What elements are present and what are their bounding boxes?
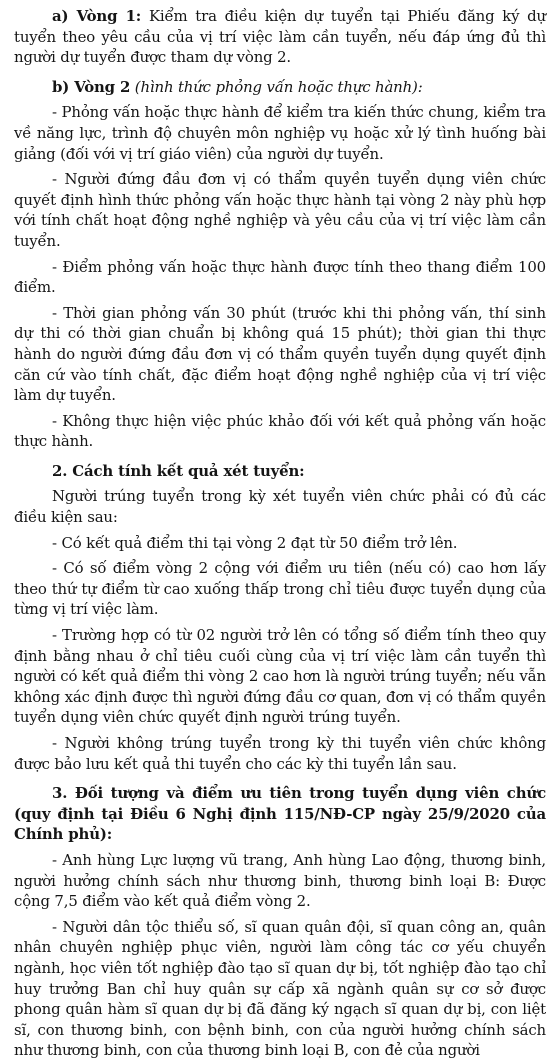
section-2-title: 2. Cách tính kết quả xét tuyển: [52,461,305,480]
round-2-item: - Phỏng vấn hoặc thực hành để kiểm tra kiến thức chung, kiểm tra về năng lực, trình độ chuyên môn nghiệp vụ hoặc xử lý tình huống bài giảng (đối với vị trí giáo viên) của người dự tuyển. [14,103,546,163]
section-2-intro: Người trúng tuyển trong kỳ xét tuyển viên chức phải có đủ các điều kiện sau: [14,487,546,527]
section-3-item: - Anh hùng Lực lượng vũ trang, Anh hùng Lao động, thương binh, người hưởng chính sách như thương binh, thương binh loại B: Được cộng 7,5 điểm vào kết quả điểm vòng 2. [14,850,546,911]
round-2-item: - Người đứng đầu đơn vị có thẩm quyền tuyển dụng viên chức quyết định hình thức phỏng vấn hoặc thực hành tại vòng 2 này phù hợp với tính chất hoạt động nghề nghiệp và yêu cầu của vị trí việc làm cần tuyển. [14,170,546,250]
section-2-item: - Trường hợp có từ 02 người trở lên có tổng số điểm tính theo quy định bằng nhau ở chỉ tiêu cuối cùng của vị trí việc làm cần tuyển thì người có kết quả điểm thi vòng 2 cao hơn là người trúng tuyển; nếu vẫn không xác định được thì người đứng đầu cơ quan, đơn vị có thẩm quyền tuyển dụng viên chức quyết định người trúng tuyển. [14,626,546,727]
section-2-item: - Có số điểm vòng 2 cộng với điểm ưu tiên (nếu có) cao hơn lấy theo thứ tự điểm từ cao xuống thấp trong chỉ tiêu được tuyển dụng của từng vị trí việc làm. [14,559,546,619]
round-2-label: b) Vòng 2 [52,77,131,96]
round-2-item: - Không thực hiện việc phúc khảo đối với kết quả phỏng vấn hoặc thực hành. [14,411,546,451]
round-1-text: Kiểm tra điều kiện dự tuyển tại Phiếu đăng ký dự tuyển theo yêu cầu của vị trí việc làm cần tuyển, nếu đáp ứng đủ thì người dự tuyển được tham dự vòng 2. [14,7,547,67]
round-1-paragraph [14,6,546,68]
section-2-item: - Người không trúng tuyển trong kỳ thi tuyển viên chức không được bảo lưu kết quả thi tuyển cho các kỳ thi tuyển lần sau. [14,734,546,773]
round-2-heading [14,77,546,98]
round-2-item: - Điểm phỏng vấn hoặc thực hành được tính theo thang điểm 100 điểm. [14,257,546,297]
section-3-title: 3. Đối tượng và điểm ưu tiên trong tuyển dụng viên chức (quy định tại Điều 6 Nghị định 115/NĐ-CP ngày 25/9/2020 của Chính phủ): [14,784,546,844]
round-2-item: - Thời gian phỏng vấn 30 phút (trước khi thi phỏng vấn, thí sinh dự thi có thời gian chuẩn bị không quá 15 phút); thời gian thi thực hành do người đứng đầu đơn vị có thẩm quyền tuyển dụng quyết định căn cứ vào tính chất, đặc điểm hoạt động nghề nghiệp của vị trí việc làm dự tuyển. [14,303,546,405]
round-2-note: (hình thức phỏng vấn hoặc thực hành): [134,77,423,96]
section-3-item: - Người dân tộc thiểu số, sĩ quan quân đội, sĩ quan công an, quân nhân chuyên nghiệp phục viên, người làm công tác cơ yếu chuyển ngành, học viên tốt nghiệp đào tạo sĩ quan dự bị, tốt nghiệp đào tạo chỉ huy trưởng Ban chỉ huy quân sự cấp xã ngành quân sự cơ sở được phong quân hàm sĩ quan dự bị đã đăng ký ngạch sĩ quan dự bị, con liệt sĩ, con thương binh, con bệnh binh, con của người hưởng chính sách như thương binh, con của thương binh loại B, con đẻ của người [14,917,546,1060]
section-2-item: - Có kết quả điểm thi tại vòng 2 đạt từ 50 điểm trở lên. [52,533,458,552]
round-1-label: a) Vòng 1: [52,7,142,25]
